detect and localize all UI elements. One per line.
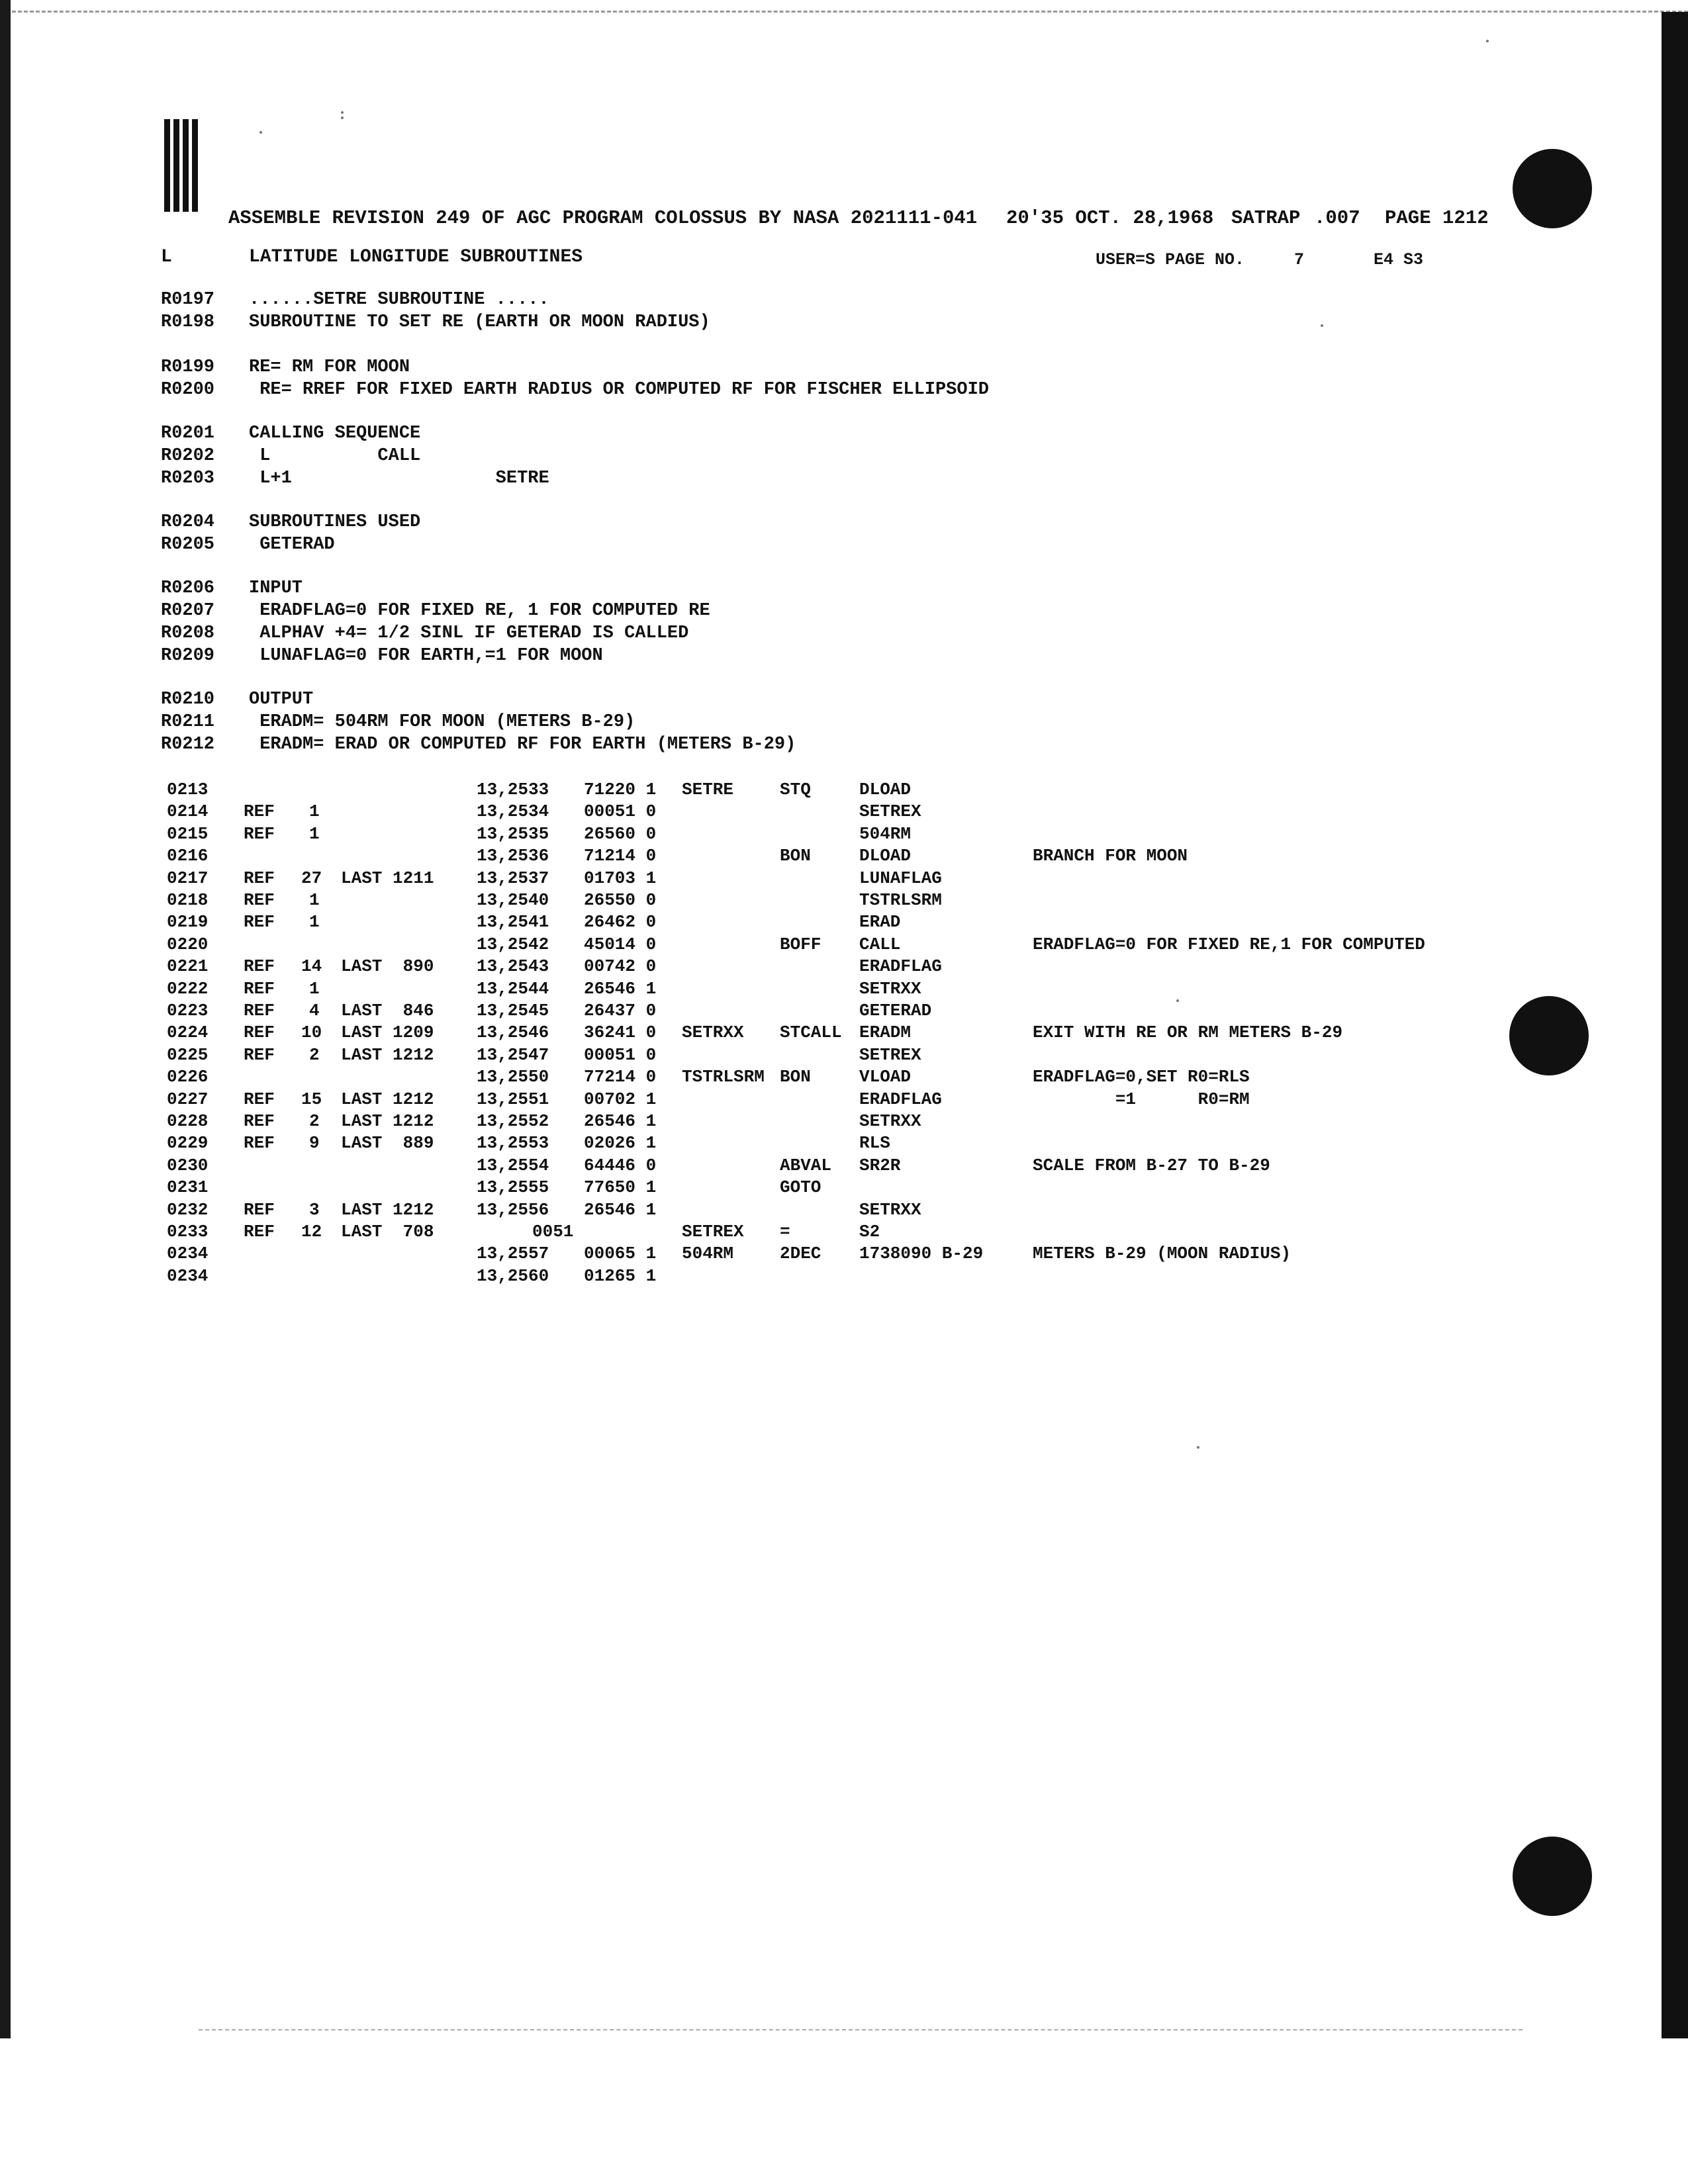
code-word: 26550 0: [584, 890, 657, 910]
remark-number: R0204: [161, 512, 215, 532]
code-line: 0233: [167, 1222, 209, 1242]
code-addr: 13,2537: [477, 868, 549, 888]
code-ref: REF: [244, 1111, 275, 1131]
code-line: 0227: [167, 1089, 209, 1109]
code-ref: REF: [244, 979, 275, 999]
code-n: 2: [309, 1111, 320, 1131]
page-top-edge: [0, 0, 1688, 13]
page-left-edge: [0, 0, 11, 2038]
code-n: 12: [301, 1222, 322, 1242]
code-label: SETREX: [682, 1222, 744, 1242]
code-operand: ERADM: [859, 1023, 912, 1042]
code-ref: REF: [244, 1222, 275, 1242]
code-line: 0221: [167, 956, 209, 976]
code-ref: REF: [244, 1133, 275, 1153]
remark-number: R0210: [161, 690, 215, 709]
remark-text: RE= RREF FOR FIXED EARTH RADIUS OR COMPUTED RF FOR FISCHER ELLIPSOID: [249, 380, 989, 400]
code-operand: 504RM: [859, 824, 912, 844]
speck: [1197, 1446, 1199, 1449]
code-operand: RLS: [859, 1133, 890, 1153]
code-word: 26546 1: [584, 979, 657, 999]
code-ref: REF: [244, 824, 275, 844]
code-line: 0218: [167, 890, 209, 910]
code-label: SETRE: [682, 780, 734, 799]
header-page: PAGE 1212: [1385, 207, 1489, 229]
remark-number: R0207: [161, 601, 215, 621]
code-op: STCALL: [780, 1023, 842, 1042]
remark-text: LUNAFLAG=0 FOR EARTH,=1 FOR MOON: [249, 646, 603, 666]
code-op: ABVAL: [780, 1156, 832, 1175]
code-op: STQ: [780, 780, 811, 799]
code-n: 1: [309, 890, 320, 910]
remark-text: ERADM= ERAD OR COMPUTED RF FOR EARTH (METERS B-29): [249, 735, 796, 754]
remark-number: R0197: [161, 290, 215, 310]
remark-text: ......SETRE SUBROUTINE .....: [249, 290, 549, 310]
code-word: 45014 0: [584, 934, 657, 954]
code-ref: REF: [244, 890, 275, 910]
code-last: LAST 890: [341, 956, 434, 976]
page-right-edge: [1662, 12, 1688, 2038]
code-line: 0224: [167, 1023, 209, 1042]
speck: [1486, 40, 1489, 42]
code-addr: 13,2542: [477, 934, 549, 954]
remark-text: SUBROUTINE TO SET RE (EARTH OR MOON RADIUS): [249, 312, 710, 332]
code-word: 00742 0: [584, 956, 657, 976]
code-n: 2: [309, 1045, 320, 1065]
code-line: 0217: [167, 868, 209, 888]
code-comment: SCALE FROM B-27 TO B-29: [1033, 1156, 1270, 1175]
code-n: 1: [309, 824, 320, 844]
code-comment: ERADFLAG=0,SET R0=RLS: [1033, 1067, 1250, 1087]
code-line: 0223: [167, 1001, 209, 1021]
code-word: 26546 1: [584, 1111, 657, 1131]
code-operand: CALL: [859, 934, 901, 954]
code-word: 00065 1: [584, 1244, 657, 1263]
code-word: 26560 0: [584, 824, 657, 844]
remark-number: R0212: [161, 735, 215, 754]
code-word: 77214 0: [584, 1067, 657, 1087]
code-operand: ERADFLAG: [859, 956, 942, 976]
code-line: 0219: [167, 912, 209, 932]
code-operand: 1738090 B-29: [859, 1244, 984, 1263]
code-line: 0230: [167, 1156, 209, 1175]
code-comment: =1 R0=RM: [1033, 1089, 1250, 1109]
code-addr: 13,2546: [477, 1023, 549, 1042]
remark-number: R0205: [161, 535, 215, 555]
remark-number: R0206: [161, 578, 215, 598]
code-operand: SETREX: [859, 1045, 921, 1065]
code-addr: 13,2541: [477, 912, 549, 932]
code-comment: METERS B-29 (MOON RADIUS): [1033, 1244, 1291, 1263]
subheader-users-page-no: 7: [1294, 250, 1305, 269]
code-operand: SETRXX: [859, 1200, 921, 1220]
punch-hole-middle: [1509, 996, 1589, 1075]
code-comment: BRANCH FOR MOON: [1033, 846, 1188, 866]
code-line: 0216: [167, 846, 209, 866]
code-label: TSTRLSRM: [682, 1067, 765, 1087]
speck: [1321, 324, 1323, 327]
code-addr: 13,2557: [477, 1244, 549, 1263]
remark-number: R0199: [161, 357, 215, 377]
code-operand: LUNAFLAG: [859, 868, 942, 888]
code-label: 504RM: [682, 1244, 734, 1263]
code-ref: REF: [244, 868, 275, 888]
code-word: 64446 0: [584, 1156, 657, 1175]
code-line: 0222: [167, 979, 209, 999]
remark-number: R0201: [161, 424, 215, 443]
remark-text: ERADFLAG=0 FOR FIXED RE, 1 FOR COMPUTED RE: [249, 601, 710, 621]
remark-number: R0198: [161, 312, 215, 332]
code-addr: 13,2555: [477, 1177, 549, 1197]
code-last: LAST 1212: [341, 1111, 434, 1131]
code-addr: 13,2552: [477, 1111, 549, 1131]
remark-text: CALLING SEQUENCE: [249, 424, 421, 443]
code-addr: 13,2533: [477, 780, 549, 799]
code-line: 0231: [167, 1177, 209, 1197]
binder-marks: [164, 119, 204, 212]
code-last: LAST 846: [341, 1001, 434, 1021]
code-n: 10: [301, 1023, 322, 1042]
speck: [341, 116, 344, 119]
code-operand: SETREX: [859, 801, 921, 821]
code-word: 77650 1: [584, 1177, 657, 1197]
header-revision: .007: [1314, 207, 1360, 229]
code-line: 0229: [167, 1133, 209, 1153]
code-word: 26546 1: [584, 1200, 657, 1220]
code-n: 1: [309, 801, 320, 821]
page-bottom-edge: [199, 2029, 1523, 2030]
code-line: 0228: [167, 1111, 209, 1131]
code-ref: REF: [244, 1045, 275, 1065]
remark-number: R0203: [161, 469, 215, 488]
header-user: SATRAP: [1231, 207, 1301, 229]
code-op: =: [780, 1222, 790, 1242]
code-line: 0215: [167, 824, 209, 844]
code-comment: ERADFLAG=0 FOR FIXED RE,1 FOR COMPUTED: [1033, 934, 1425, 954]
code-last: LAST 1212: [341, 1089, 434, 1109]
code-word: 00051 0: [584, 801, 657, 821]
remark-number: R0200: [161, 380, 215, 400]
subheader-ref: E4 S3: [1374, 250, 1424, 269]
code-word: 71220 1: [584, 780, 657, 799]
code-ref: REF: [244, 1001, 275, 1021]
code-word: 00702 1: [584, 1089, 657, 1109]
code-addr: 13,2545: [477, 1001, 549, 1021]
code-addr: 13,2534: [477, 801, 549, 821]
code-addr: 13,2551: [477, 1089, 549, 1109]
code-n: 14: [301, 956, 322, 976]
code-addr: 13,2560: [477, 1266, 549, 1286]
code-line: 0220: [167, 934, 209, 954]
code-n: 4: [309, 1001, 320, 1021]
remark-number: R0202: [161, 446, 215, 466]
code-word: 01703 1: [584, 868, 657, 888]
code-operand: DLOAD: [859, 780, 912, 799]
remark-text: GETERAD: [249, 535, 335, 555]
code-n: 9: [309, 1133, 320, 1153]
header-title: ASSEMBLE REVISION 249 OF AGC PROGRAM COLOSSUS BY NASA 2021111-041: [228, 207, 978, 229]
code-last: LAST 1212: [341, 1045, 434, 1065]
remark-number: R0208: [161, 623, 215, 643]
code-addr: 13,2544: [477, 979, 549, 999]
code-op: 2DEC: [780, 1244, 821, 1263]
code-last: LAST 1209: [341, 1023, 434, 1042]
header-date: 20'35 OCT. 28,1968: [1006, 207, 1214, 229]
subheader-title: LATITUDE LONGITUDE SUBROUTINES: [249, 247, 583, 267]
code-ref: REF: [244, 1023, 275, 1042]
code-last: LAST 1211: [341, 868, 434, 888]
code-addr: 13,2535: [477, 824, 549, 844]
code-addr: 13,2536: [477, 846, 549, 866]
code-addr: 0051: [532, 1222, 574, 1242]
remark-number: R0211: [161, 712, 215, 732]
code-n: 1: [309, 979, 320, 999]
code-operand: SR2R: [859, 1156, 901, 1175]
code-op: BON: [780, 846, 811, 866]
code-operand: SETRXX: [859, 1111, 921, 1131]
code-ref: REF: [244, 956, 275, 976]
code-n: 27: [301, 868, 322, 888]
speck: [341, 111, 344, 114]
code-word: 02026 1: [584, 1133, 657, 1153]
code-line: 0213: [167, 780, 209, 799]
code-ref: REF: [244, 1089, 275, 1109]
code-operand: ERADFLAG: [859, 1089, 942, 1109]
code-addr: 13,2547: [477, 1045, 549, 1065]
code-operand: VLOAD: [859, 1067, 912, 1087]
code-comment: EXIT WITH RE OR RM METERS B-29: [1033, 1023, 1343, 1042]
punch-hole-top: [1513, 149, 1592, 228]
code-operand: GETERAD: [859, 1001, 932, 1021]
code-label: SETRXX: [682, 1023, 744, 1042]
code-n: 3: [309, 1200, 320, 1220]
code-addr: 13,2554: [477, 1156, 549, 1175]
code-op: BOFF: [780, 934, 821, 954]
code-n: 1: [309, 912, 320, 932]
remark-text: INPUT: [249, 578, 303, 598]
remark-text: SUBROUTINES USED: [249, 512, 421, 532]
subheader-users-page: USER=S PAGE NO.: [1096, 250, 1245, 269]
subheader-tag: L: [161, 247, 172, 267]
speck: [259, 131, 262, 134]
remark-text: ERADM= 504RM FOR MOON (METERS B-29): [249, 712, 635, 732]
code-word: 26462 0: [584, 912, 657, 932]
code-addr: 13,2550: [477, 1067, 549, 1087]
code-word: 71214 0: [584, 846, 657, 866]
remark-text: L+1 SETRE: [249, 469, 549, 488]
remark-text: RE= RM FOR MOON: [249, 357, 410, 377]
code-word: 00051 0: [584, 1045, 657, 1065]
code-op: BON: [780, 1067, 811, 1087]
code-addr: 13,2556: [477, 1200, 549, 1220]
code-operand: S2: [859, 1222, 880, 1242]
code-line: 0234: [167, 1266, 209, 1286]
code-n: 15: [301, 1089, 322, 1109]
code-operand: ERAD: [859, 912, 901, 932]
code-addr: 13,2540: [477, 890, 549, 910]
remark-text: ALPHAV +4= 1/2 SINL IF GETERAD IS CALLED: [249, 623, 689, 643]
code-word: 01265 1: [584, 1266, 657, 1286]
code-last: LAST 889: [341, 1133, 434, 1153]
code-operand: SETRXX: [859, 979, 921, 999]
punch-hole-bottom: [1513, 1837, 1592, 1916]
code-operand: DLOAD: [859, 846, 912, 866]
code-word: 36241 0: [584, 1023, 657, 1042]
remark-text: L CALL: [249, 446, 421, 466]
code-operand: TSTRLSRM: [859, 890, 942, 910]
code-addr: 13,2543: [477, 956, 549, 976]
code-ref: REF: [244, 912, 275, 932]
code-op: GOTO: [780, 1177, 821, 1197]
remark-number: R0209: [161, 646, 215, 666]
speck: [1176, 999, 1179, 1002]
code-line: 0214: [167, 801, 209, 821]
remark-text: OUTPUT: [249, 690, 314, 709]
code-ref: REF: [244, 801, 275, 821]
code-addr: 13,2553: [477, 1133, 549, 1153]
code-line: 0232: [167, 1200, 209, 1220]
code-word: 26437 0: [584, 1001, 657, 1021]
code-line: 0234: [167, 1244, 209, 1263]
code-line: 0225: [167, 1045, 209, 1065]
code-ref: REF: [244, 1200, 275, 1220]
code-last: LAST 708: [341, 1222, 434, 1242]
code-line: 0226: [167, 1067, 209, 1087]
code-last: LAST 1212: [341, 1200, 434, 1220]
